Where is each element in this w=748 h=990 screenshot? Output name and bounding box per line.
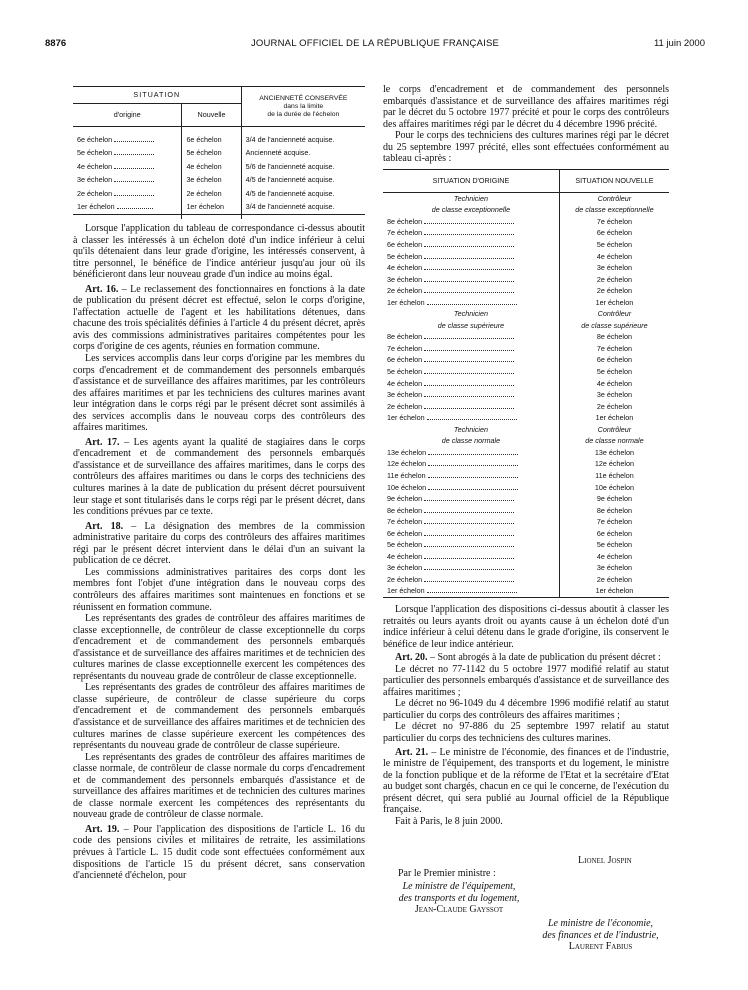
table-row [383,482,669,494]
cell-origine: 3e échelon [77,175,113,185]
category-origine: Technicien [453,193,488,203]
table-row [383,297,669,309]
date-line: Fait à Paris, le 8 juin 2000. [395,815,503,827]
cell-anciennete: 3/4 de l'ancienneté acquise. [241,133,365,147]
cell-origine: 1er échelon [77,202,115,212]
th-anciennete-l2: dans la limite [283,102,324,110]
dot-leader [424,332,514,339]
paragraph: Le décret no 96-1049 du 4 décembre 1996 modifié relatif au statut particulier du corps des contrôleurs des affaires maritimes ; [383,698,669,721]
category-nouvelle: de classe exceptionnelle [559,204,669,216]
cell-origine-label: 3e échelon [387,563,423,573]
table-row [383,470,669,482]
dot-leader [428,483,518,490]
cell-nouvelle: 7e échelon [559,216,669,228]
table-row [383,343,669,355]
cell-nouvelle: 6e échelon [182,133,241,147]
cell-origine-label: 3e échelon [387,274,423,284]
article-label: Art. 16. [85,283,119,295]
table-row [73,174,365,188]
table-row [73,147,365,161]
cell-nouvelle: 6e échelon [559,528,669,540]
right-column [383,84,669,827]
article-text: – Le ministre de l'économie, des finances et de l'industrie, le ministre de l'équipement, des transports et du logement, le ministre de la fonction publique et de la réforme de l'Etat et la secrétaire d'Etat au budget sont chargés, chacun en ce qui le concerne, de l'exécution du présent décret, qui sera publié au Journal officiel de la République française. [383,746,669,816]
table-row [73,133,365,147]
minister-title-line1: Le ministre de l'équipement, [402,881,516,892]
category-nouvelle: Contrôleur [559,308,669,320]
paragraph: le corps d'encadrement et de commandement des personnels embarqués d'assistance et de surveillance des affaires maritimes régi par le décret du 5 octobre 1977 précité et pour le corps des contrôleurs des affaires maritimes régi par le décret du 4 décembre 1996 précité. [383,84,669,130]
paragraph: Lorsque l'application du tableau de correspondance ci-dessus aboutit à classer les intéressés à un échelon doté d'un indice inférieur à celui qu'ils détenaient dans leur grade d'origine, les intéressés conservent, à titre personnel, le bénéfice de l'indice antérieur jusqu'au jour où ils bénéficieront dans leur nouveau grade d'un indice au moins égal. [73,223,365,281]
signature-block-equipement [384,881,534,916]
dot-leader [424,575,514,582]
dot-leader [424,286,514,293]
category-row [383,320,669,332]
minister-signature: Laurent Fabius [568,941,633,952]
cell-origine-label: 6e échelon [387,240,423,250]
cell-nouvelle: 2e échelon [559,285,669,297]
cell-origine [383,285,559,297]
table-row [73,187,365,201]
cell-nouvelle: 3e échelon [559,262,669,274]
cell-origine-label: 7e échelon [387,517,423,527]
cell-origine [383,216,559,228]
cell-origine [383,251,559,263]
cell-nouvelle: 12e échelon [559,458,669,470]
cell-nouvelle: 3e échelon [559,389,669,401]
cell-origine: 6e échelon [77,134,113,144]
dot-leader [424,252,514,259]
cell-origine [383,401,559,413]
cell-nouvelle: 5e échelon [559,366,669,378]
cell-nouvelle: 1er échelon [182,201,241,215]
journal-title: JOURNAL OFFICIEL DE LA RÉPUBLIQUE FRANÇAISE [250,38,500,49]
cell-anciennete: 3/4 de l'ancienneté acquise. [241,201,365,215]
cell-origine-label: 1er échelon [387,297,425,307]
dot-leader [424,263,514,270]
cell-origine: 2e échelon [77,188,113,198]
cell-origine [383,297,559,309]
dot-leader [428,459,518,466]
page-header [45,38,705,54]
minister-title-line2: des finances et de l'industrie, [542,929,659,941]
cell-nouvelle: 13e échelon [559,447,669,459]
cell-nouvelle: 4e échelon [559,378,669,390]
dot-leader [424,344,514,351]
table-row [383,366,669,378]
cell-nouvelle: 2e échelon [559,274,669,286]
cell-origine [383,493,559,505]
table-row [383,447,669,459]
table-row [73,160,365,174]
category-nouvelle: de classe normale [559,435,669,447]
cell-anciennete: 5/6 de l'ancienneté acquise. [241,160,365,174]
cell-nouvelle: 8e échelon [559,331,669,343]
paragraph: Lorsque l'application des dispositions ci-dessus aboutit à classer les retraités ou leurs ayants droit ou ayants cause à un échelon doté d'un indice inférieur à celui détenu dans le grade d'origine, ils conservent le bénéfice de leur indice antérieur. [383,603,669,650]
cell-origine-label: 6e échelon [387,528,423,538]
paragraph: Les représentants des grades de contrôleur des affaires maritimes de classe exceptionnelle, de contrôleur de classe exceptionnelle du corps d'encadrement et de commandement des personnels embarqués d'assistance et de surveillance des affaires maritimes et de technicien des cultures marines de classe exceptionnelle exercent les compétences des représentants du nouveau grade de contrôleur de classe exceptionnelle. [73,613,365,682]
article-label: Art. 19. [85,823,120,835]
cell-origine: 4e échelon [77,161,113,171]
category-row [383,204,669,216]
category-nouvelle: Contrôleur [559,192,669,204]
signature-premier-ministre: Lionel Jospin [578,855,632,866]
cell-origine [383,585,559,597]
cell-nouvelle: 4e échelon [182,160,241,174]
table-row [383,562,669,574]
cell-origine [383,528,559,540]
minister-title-line2: des transports et du logement, [398,892,520,904]
cell-origine [383,470,559,482]
cell-origine [383,539,559,551]
paragraph: Les représentants des grades de contrôleur des affaires maritimes de classe supérieure, de contrôleur de classe supérieure du corps d'encadrement et de commandement des personnels embarqués d'assistance et de surveillance des affaires maritimes et de technicien des cultures marines de classe supérieure exercent les compétences des représentants du nouveau grade de contrôleur de classe supérieure. [73,682,365,752]
dot-leader [427,586,517,593]
cell-nouvelle: 5e échelon [559,239,669,251]
cell-origine-label: 1er échelon [387,586,425,596]
article-label: Art. 21. [395,746,429,758]
cell-nouvelle: 2e échelon [559,574,669,586]
cell-origine-label: 5e échelon [387,367,423,377]
signature-block-economie [528,918,673,953]
table-row [383,493,669,505]
cell-origine-label: 8e échelon [387,332,423,342]
cell-origine [383,378,559,390]
dot-leader [424,529,514,536]
minister-signature: Jean-Claude Gayssot [414,904,504,915]
table-row [383,251,669,263]
table-row [383,262,669,274]
cell-origine [383,262,559,274]
correspondence-table [73,86,365,219]
dot-leader [424,563,514,570]
table-row [383,539,669,551]
th-anciennete [241,87,365,127]
th-situation-nouvelle: SITUATION NOUVELLE [559,169,669,192]
cell-origine [383,239,559,251]
dot-leader [424,494,514,501]
cell-origine-label: 1er échelon [387,413,425,423]
cell-nouvelle: 9e échelon [559,493,669,505]
article-label: Art. 17. [85,436,120,448]
article-text: – La désignation des membres de la commission administrative paritaire du corps des contrôleurs des affaires maritimes régi par le présent décret intervient dans le délai d'un an suivant la publication de ce décret. [73,520,365,567]
cell-origine [383,562,559,574]
table-row [383,412,669,424]
cell-anciennete: 4/5 de l'ancienneté acquise. [241,174,365,188]
cell-anciennete: Ancienneté acquise. [241,147,365,161]
article-text: – Pour l'application des dispositions de l'article L. 16 du code des pensions civiles et militaires de retraite, les assimilations prévues à l'article L. 15 dudit code sont effectuées conformément aux dispositions de l'article 15 du présent décret, sans conservation d'ancienneté d'échelon, pour [73,823,365,882]
table-row [383,389,669,401]
cell-origine [383,516,559,528]
category-origine: Technicien [453,309,488,319]
cell-nouvelle: 1er échelon [559,585,669,597]
article-17 [73,437,365,518]
cell-nouvelle: 4e échelon [559,251,669,263]
table-row [383,331,669,343]
cell-origine [383,447,559,459]
article-label: Art. 20. [395,652,428,664]
cell-nouvelle: 6e échelon [559,354,669,366]
table-row [383,378,669,390]
article-text: – Le reclassement des fonctionnaires en fonctions à la date de publication du présent décret est effectué, selon le corps d'origine, l'affectation actuelle de l'agent et les habilitations détenues, dans chacune des trois spécialités définies à l'article 4 du présent décret, après avis des commissions administratives paritaires compétentes pour les corps d'origine de ces agents, réunies en formation commune. [73,283,365,353]
category-origine: de classe normale [441,436,501,446]
cell-origine [383,574,559,586]
cell-origine-label: 2e échelon [387,574,423,584]
table-row [383,458,669,470]
cell-nouvelle: 8e échelon [559,505,669,517]
th-nouvelle: Nouvelle [182,104,241,127]
cell-origine-label: 4e échelon [387,263,423,273]
th-anciennete-l3: de la durée de l'échelon [267,110,340,118]
table-row [383,216,669,228]
dot-leader [427,413,517,420]
category-nouvelle: de classe supérieure [559,320,669,332]
article-21 [383,747,669,816]
dot-leader [428,471,518,478]
table-row [383,401,669,413]
cell-origine-label: 7e échelon [387,228,423,238]
cell-origine [383,482,559,494]
paragraph: Le décret no 97-886 du 25 septembre 1997 relatif au statut particulier du corps des techniciens des cultures marines. [383,721,669,744]
th-situation: SITUATION [73,87,241,104]
cell-origine [383,343,559,355]
category-nouvelle: Contrôleur [559,424,669,436]
cell-nouvelle: 2e échelon [559,401,669,413]
article-text: – Les agents ayant la qualité de stagiaires dans le corps d'encadrement et de commandement des personnels embarqués d'assistance et de surveillance des affaires maritimes, dans le corps des contrôleurs des affaires maritimes ou dans le corps des techniciens des cultures marines à la date de publication du présent décret poursuivent leur stage et sont titularisés dans le corps régi par le présent décret, dans les conditions prévues par ce texte. [73,436,365,518]
th-origine: d'origine [113,110,141,120]
cell-origine [383,551,559,563]
cell-origine-label: 8e échelon [387,216,423,226]
cell-origine-label: 2e échelon [387,286,423,296]
paragraph: Les services accomplis dans leur corps d'origine par les membres du corps d'encadrement et de commandement des personnels embarqués d'assistance et de surveillance des affaires maritimes, par les contrôleurs des affaires maritimes et par les techniciens des cultures marines avant leur intégration dans le corps régi par le présent décret sont assimilés à des services accomplis dans le nouveau corps des contrôleurs des affaires maritimes. [73,353,365,434]
category-origine: de classe exceptionnelle [431,205,511,215]
article-20 [383,652,669,664]
table-row [383,505,669,517]
paragraph: Les représentants des grades de contrôleur des affaires maritimes de classe normale, de contrôleur de classe normale du corps d'encadrement et de commandement des personnels embarqués d'assistance et de surveillance des affaires maritimes et de technicien des cultures marines de classe normale exercent les compétences des représentants du nouveau grade de contrôleur de classe normale. [73,751,365,821]
article-text: – Sont abrogés à la date de publication du présent décret : [427,652,661,664]
table-row [383,285,669,297]
category-origine: Technicien [453,424,488,434]
category-row [383,435,669,447]
dot-leader [424,552,514,559]
dot-leader [424,217,514,224]
technicien-table [383,169,669,598]
dot-leader [424,367,514,374]
cell-origine-label: 5e échelon [387,540,423,550]
table-row [73,201,365,215]
paragraph: Pour le corps des techniciens des cultures marines régi par le décret du 25 septembre 1997 précité, elles sont effectuées conformément au tableau ci-après : [383,130,669,165]
cell-nouvelle: 10e échelon [559,482,669,494]
cell-origine [383,331,559,343]
dot-leader [424,402,514,409]
table-row [383,528,669,540]
cell-nouvelle: 1er échelon [559,297,669,309]
cell-origine-label: 9e échelon [387,494,423,504]
cell-origine-label: 3e échelon [387,390,423,400]
category-row [383,192,669,204]
minister-title-line1: Le ministre de l'économie, [547,918,654,929]
cell-nouvelle: 7e échelon [559,516,669,528]
dot-leader [424,540,514,547]
par-premier-ministre: Par le Premier ministre : [398,868,496,879]
dot-leader [424,240,514,247]
cell-nouvelle: 1er échelon [559,412,669,424]
dot-leader [424,390,514,397]
cell-origine: 5e échelon [77,148,113,158]
cell-origine-label: 7e échelon [387,343,423,353]
cell-origine [383,227,559,239]
cell-origine-label: 12e échelon [387,459,427,469]
th-situation-origine: SITUATION D'ORIGINE [432,176,510,186]
table-row [383,354,669,366]
cell-origine-label: 8e échelon [387,505,423,515]
category-row [383,308,669,320]
cell-origine [383,354,559,366]
dot-leader [424,379,514,386]
cell-origine [383,412,559,424]
cell-origine [383,274,559,286]
cell-origine [383,458,559,470]
article-18 [73,521,365,567]
dot-leader [424,506,514,513]
cell-nouvelle: 3e échelon [559,562,669,574]
cell-anciennete: 4/5 de l'ancienneté acquise. [241,187,365,201]
left-column [73,86,365,882]
cell-origine-label: 4e échelon [387,551,423,561]
cell-nouvelle: 7e échelon [559,343,669,355]
table-row [383,585,669,597]
cell-nouvelle: 3e échelon [182,174,241,188]
paragraph: Le décret no 77-1142 du 5 octobre 1977 modifié relatif au statut particulier des personnels embarqués d'assistance et de surveillance des affaires maritimes ; [383,663,669,698]
article-label: Art. 18. [85,520,124,532]
cell-origine-label: 10e échelon [387,482,427,492]
cell-nouvelle: 5e échelon [182,147,241,161]
cell-origine [383,389,559,401]
cell-nouvelle: 5e échelon [559,539,669,551]
table-row [383,551,669,563]
table-row [383,516,669,528]
table-row [383,574,669,586]
cell-origine-label: 13e échelon [387,447,427,457]
cell-nouvelle: 11e échelon [559,470,669,482]
category-row [383,424,669,436]
cell-nouvelle: 2e échelon [182,187,241,201]
dot-leader [428,448,518,455]
paragraph: Les commissions administratives paritaires des corps dont les membres font l'objet d'une intégration dans le nouveau corps des contrôleurs des affaires maritimes sont maintenues en fonctions et se réunissent en formation commune. [73,566,365,613]
dot-leader [424,355,514,362]
cell-origine-label: 11e échelon [387,470,426,480]
dot-leader [427,298,517,305]
cell-origine [383,505,559,517]
category-origine: de classe supérieure [437,320,505,330]
cell-nouvelle: 6e échelon [559,227,669,239]
cell-origine-label: 5e échelon [387,251,423,261]
cell-nouvelle: 4e échelon [559,551,669,563]
cell-origine-label: 2e échelon [387,401,423,411]
dot-leader [424,517,514,524]
article-16 [73,284,365,353]
issue-date: 11 juin 2000 [653,38,705,49]
table-row [383,274,669,286]
dot-leader [424,228,514,235]
table-row [383,239,669,251]
cell-origine-label: 4e échelon [387,378,423,388]
dot-leader [424,275,514,282]
article-19 [73,824,365,882]
cell-origine [383,366,559,378]
page-number: 8876 [45,38,67,49]
th-anciennete-l1: ANCIENNETÉ CONSERVÉE [259,94,348,102]
cell-origine-label: 6e échelon [387,355,423,365]
table-row [383,227,669,239]
